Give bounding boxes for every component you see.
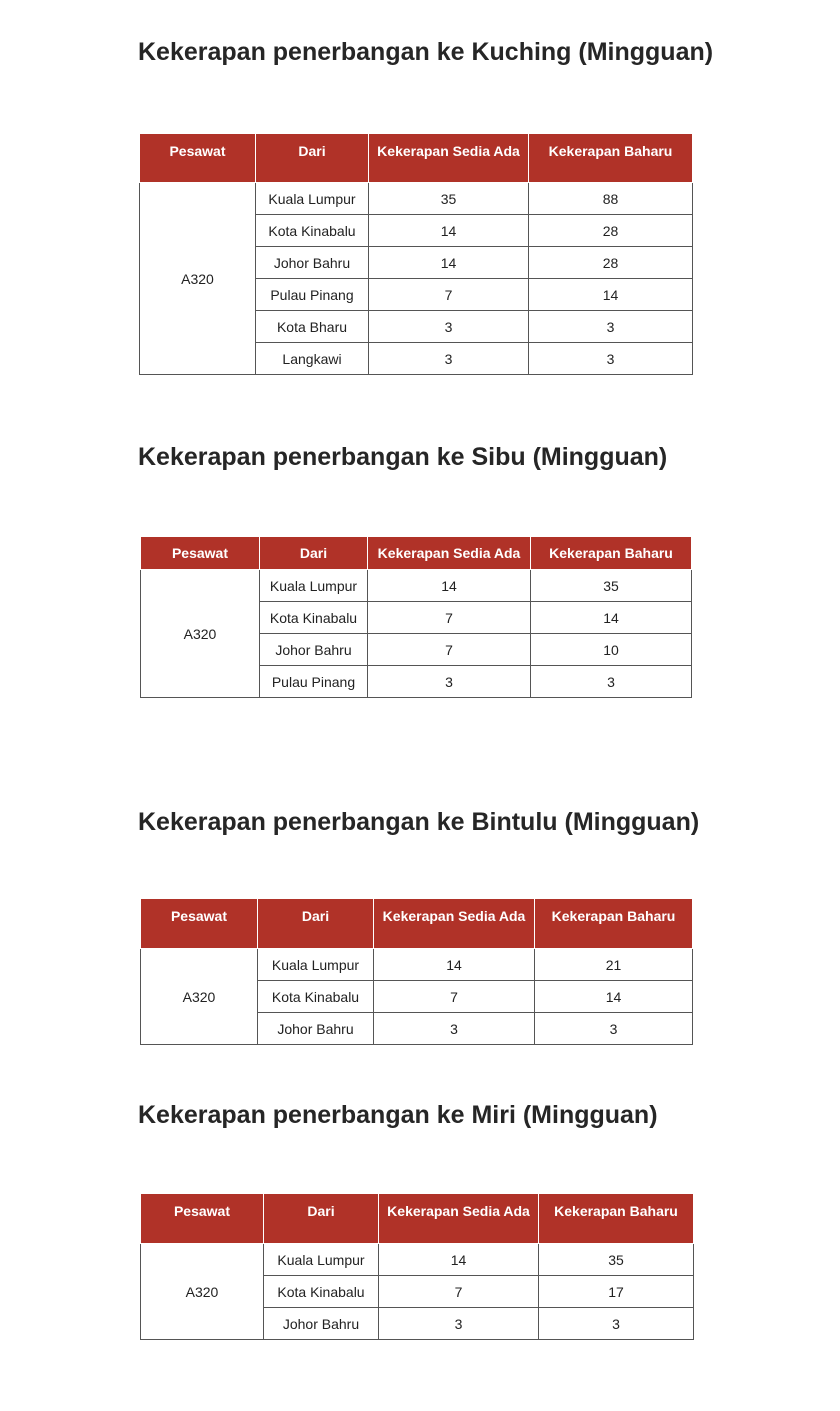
header-sedia-ada: Kekerapan Sedia Ada: [369, 134, 529, 183]
from-cell: Kota Kinabalu: [264, 1276, 379, 1308]
table-row: [141, 1244, 694, 1276]
table-header-row: [141, 899, 693, 949]
existing-cell: 14: [369, 215, 529, 247]
existing-cell: 7: [368, 634, 531, 666]
new-cell: 21: [535, 949, 693, 981]
section-title-kuching: Kekerapan penerbangan ke Kuching (Mingguan): [138, 38, 714, 66]
existing-cell: 35: [369, 183, 529, 215]
table-row: [141, 949, 693, 981]
existing-cell: 14: [379, 1244, 539, 1276]
from-cell: Johor Bahru: [264, 1308, 379, 1340]
section-title-miri: Kekerapan penerbangan ke Miri (Mingguan): [138, 1101, 658, 1129]
table-row: [140, 183, 693, 215]
new-cell: 14: [529, 279, 693, 311]
from-cell: Langkawi: [256, 343, 369, 375]
from-cell: Johor Bahru: [258, 1013, 374, 1045]
table-bintulu: [140, 898, 693, 1045]
header-pesawat: Pesawat: [140, 134, 256, 183]
new-cell: 10: [531, 634, 692, 666]
new-cell: 28: [529, 247, 693, 279]
header-dari: Dari: [256, 134, 369, 183]
aircraft-cell: A320: [141, 570, 260, 698]
header-baharu: Kekerapan Baharu: [531, 537, 692, 570]
existing-cell: 14: [369, 247, 529, 279]
existing-cell: 7: [368, 602, 531, 634]
existing-cell: 3: [369, 311, 529, 343]
existing-cell: 14: [368, 570, 531, 602]
existing-cell: 14: [374, 949, 535, 981]
from-cell: Kuala Lumpur: [256, 183, 369, 215]
new-cell: 3: [531, 666, 692, 698]
from-cell: Pulau Pinang: [260, 666, 368, 698]
table-miri: [140, 1193, 694, 1340]
new-cell: 35: [539, 1244, 694, 1276]
from-cell: Kota Kinabalu: [260, 602, 368, 634]
header-baharu: Kekerapan Baharu: [539, 1194, 694, 1244]
new-cell: 3: [539, 1308, 694, 1340]
header-sedia-ada: Kekerapan Sedia Ada: [368, 537, 531, 570]
table-kuching: [139, 133, 693, 375]
new-cell: 14: [535, 981, 693, 1013]
table-row: [141, 570, 692, 602]
new-cell: 35: [531, 570, 692, 602]
section-title-bintulu: Kekerapan penerbangan ke Bintulu (Mingguan): [138, 808, 700, 836]
header-dari: Dari: [264, 1194, 379, 1244]
aircraft-cell: A320: [141, 1244, 264, 1340]
from-cell: Kuala Lumpur: [260, 570, 368, 602]
from-cell: Kuala Lumpur: [258, 949, 374, 981]
new-cell: 88: [529, 183, 693, 215]
new-cell: 28: [529, 215, 693, 247]
existing-cell: 7: [379, 1276, 539, 1308]
existing-cell: 3: [379, 1308, 539, 1340]
from-cell: Kota Kinabalu: [258, 981, 374, 1013]
existing-cell: 7: [369, 279, 529, 311]
table-sibu: [140, 536, 692, 698]
from-cell: Pulau Pinang: [256, 279, 369, 311]
existing-cell: 3: [369, 343, 529, 375]
header-sedia-ada: Kekerapan Sedia Ada: [374, 899, 535, 949]
new-cell: 3: [529, 343, 693, 375]
from-cell: Johor Bahru: [260, 634, 368, 666]
header-pesawat: Pesawat: [141, 1194, 264, 1244]
header-pesawat: Pesawat: [141, 899, 258, 949]
header-pesawat: Pesawat: [141, 537, 260, 570]
new-cell: 3: [535, 1013, 693, 1045]
existing-cell: 7: [374, 981, 535, 1013]
from-cell: Kota Bharu: [256, 311, 369, 343]
new-cell: 14: [531, 602, 692, 634]
table-header-row: [141, 1194, 694, 1244]
aircraft-cell: A320: [141, 949, 258, 1045]
header-baharu: Kekerapan Baharu: [529, 134, 693, 183]
new-cell: 17: [539, 1276, 694, 1308]
header-sedia-ada: Kekerapan Sedia Ada: [379, 1194, 539, 1244]
header-dari: Dari: [258, 899, 374, 949]
section-title-sibu: Kekerapan penerbangan ke Sibu (Mingguan): [138, 443, 668, 471]
header-dari: Dari: [260, 537, 368, 570]
from-cell: Kuala Lumpur: [264, 1244, 379, 1276]
new-cell: 3: [529, 311, 693, 343]
from-cell: Johor Bahru: [256, 247, 369, 279]
aircraft-cell: A320: [140, 183, 256, 375]
table-header-row: [141, 537, 692, 570]
existing-cell: 3: [374, 1013, 535, 1045]
from-cell: Kota Kinabalu: [256, 215, 369, 247]
header-baharu: Kekerapan Baharu: [535, 899, 693, 949]
table-header-row: [140, 134, 693, 183]
existing-cell: 3: [368, 666, 531, 698]
